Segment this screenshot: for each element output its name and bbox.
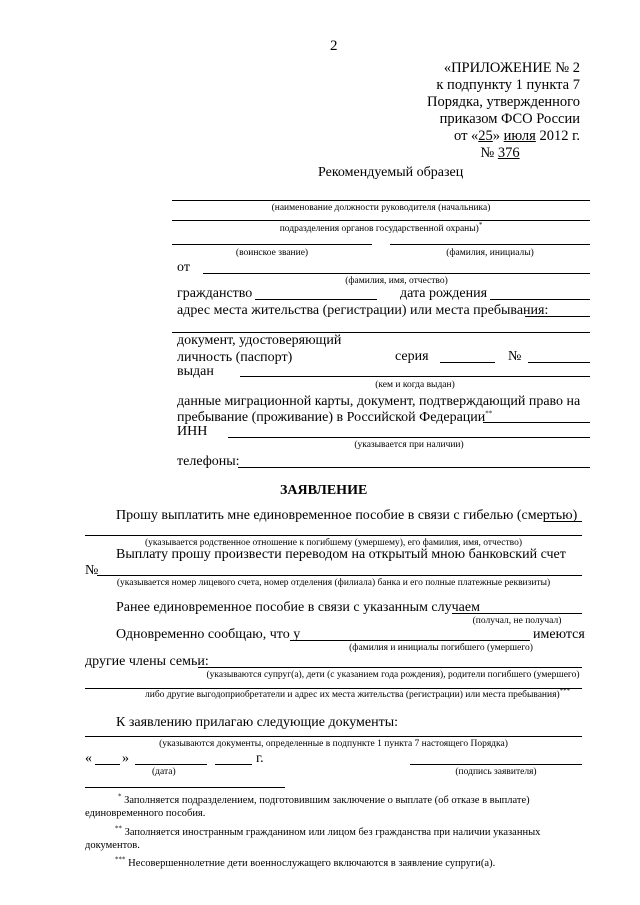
caption-surname-initials: (фамилия, инициалы) [446,248,534,258]
migration-line1: данные миграционной карты, документ, подтверждающий право на [177,394,581,409]
request-text: Прошу выплатить мне единовременное пособие в связи с гибелью (смертью) [116,508,578,523]
caption-date: (дата) [152,767,176,777]
caption-received: (получал, не получал) [472,616,562,626]
caption-family: (указываются супруг(а), дети (с указанием года рождения), родители погибшего (умершего) [206,670,580,680]
appendix-line3: Порядка, утвержденного [426,94,580,110]
date-month-field[interactable] [135,764,207,765]
number-label: № [508,349,522,364]
surname-initials-field[interactable] [390,244,590,245]
account-field[interactable] [97,575,582,576]
date-open-quote: « [85,751,92,766]
issued-field[interactable] [240,376,590,377]
relation-field[interactable] [85,535,582,536]
birthdate-field[interactable] [490,299,590,300]
caption-inn: (указывается при наличии) [354,440,464,450]
date-close-quote: » [122,751,129,766]
payment-text: Выплату прошу произвести переводом на открытый мною банковский счет [116,547,566,562]
caption-issued: (кем и когда выдан) [375,380,455,390]
issued-label: выдан [177,364,214,379]
phones-field[interactable] [238,467,590,468]
series-field[interactable] [440,362,495,363]
caption-documents: (указываются документы, определенные в подпункте 1 пункта 7 настоящего Порядка) [159,739,508,749]
appendix-line2: к подпункту 1 пункта 7 [436,77,580,93]
doc-label-line1: документ, удостоверяющий [177,333,342,348]
appendix-block [380,60,580,162]
family-field[interactable] [198,667,582,668]
year-suffix: г. [256,751,264,766]
footnote-2: ** Заполняется иностранным гражданином или лицом без гражданства при наличии указанных документов. [85,824,541,851]
footnote-separator [85,787,285,788]
page-number: 2 [330,38,338,54]
migration-line2: пребывание (проживание) в Российской Федерации** [177,409,493,425]
migration-field-inline[interactable] [483,422,590,423]
citizenship-field[interactable] [255,299,377,300]
footnotes [85,792,582,869]
rank-field[interactable] [172,244,372,245]
caption-full-name: (фамилия, имя, отчество) [345,276,448,286]
family-field-2[interactable] [85,688,582,689]
citizenship-label: гражданство [177,286,253,301]
appendix-line4: приказом ФСО России [439,111,580,127]
address-label: адрес места жительства (регистрации) или места пребывания: [177,303,549,318]
sample-label: Рекомендуемый образец [318,165,464,180]
caption-relation: (указывается родственное отношение к погибшему (умершему), его фамилия, имя, отчество) [145,538,522,548]
position-field[interactable] [172,200,590,201]
inform-text: Одновременно сообщаю, что у [116,627,301,642]
caption-rank: (воинское звание) [235,248,309,258]
received-field[interactable] [452,613,582,614]
date-day-field[interactable] [95,764,120,765]
deceased-field[interactable] [290,640,530,641]
request-field-inline[interactable] [544,521,582,522]
caption-subdivision: подразделения органов государственной охраны)* [279,220,483,234]
earlier-text: Ранее единовременное пособие в связи с указанным случаем [116,600,480,615]
inform-suffix: имеются [533,627,585,642]
caption-signature: (подпись заявителя) [455,767,537,777]
statement-title: ЗАЯВЛЕНИЕ [280,483,368,498]
family-label: другие члены семьи: [85,654,209,669]
inn-label: ИНН [177,424,208,439]
appendix-date: от «25» июля 2012 г. [454,128,580,144]
account-number-label: № [85,563,99,578]
doc-label-line2: личность (паспорт) [177,350,293,365]
address-field-inline[interactable] [525,316,590,317]
appendix-number: № 376 [480,145,520,161]
caption-position: (наименование должности руководителя (начальника) [271,203,491,213]
birthdate-label: дата рождения [400,286,488,301]
caption-deceased: (фамилия и инициалы погибшего (умершего) [349,643,533,653]
full-name-field[interactable] [203,273,590,274]
from-label: от [177,260,190,275]
series-label: серия [395,349,429,364]
phones-label: телефоны: [177,454,240,469]
documents-field[interactable] [85,736,582,737]
doc-number-field[interactable] [528,362,590,363]
signature-field[interactable] [410,764,582,765]
inn-field[interactable] [228,437,590,438]
footnote-1: * Заполняется подразделением, подготовившим заключение о выплате (об отказе в выплате) единовременного пособия. [85,792,530,819]
footnote-3: *** Несовершеннолетние дети военнослужащего включаются в заявление супруги(а). [115,855,496,869]
attach-text: К заявлению прилагаю следующие документы: [116,715,399,730]
appendix-line1: «ПРИЛОЖЕНИЕ № 2 [443,60,580,76]
date-year-field[interactable] [215,764,252,765]
caption-beneficiaries: либо другие выгодоприобретатели и адрес их места жительства (регистрации) или места пребывания)*** [145,686,571,700]
caption-account: (указывается номер лицевого счета, номер отделения (филиала) банка и его полные платежные реквизиты) [116,578,551,588]
subdivision-field[interactable] [172,220,590,221]
